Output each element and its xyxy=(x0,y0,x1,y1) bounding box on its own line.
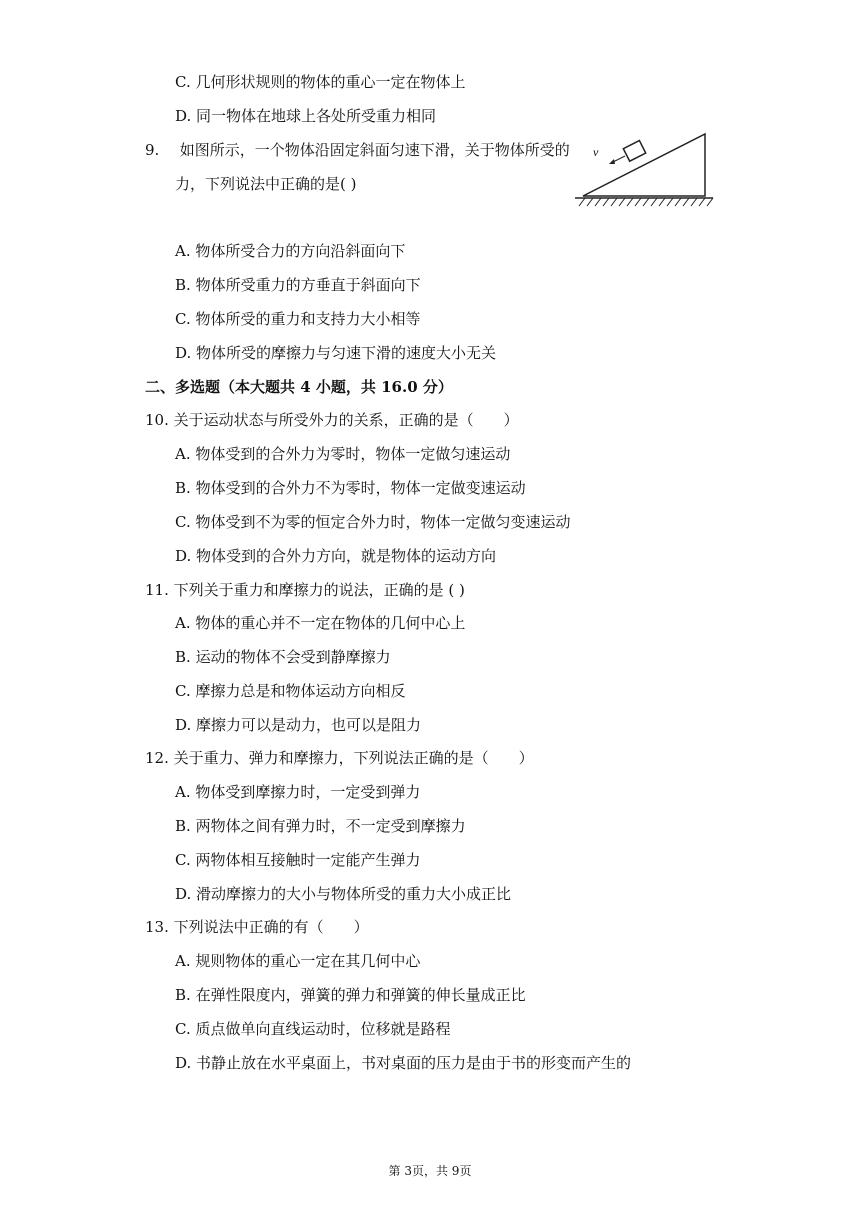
option-text: 质点做单向直线运动时，位移就是路程 xyxy=(195,1020,451,1038)
option-text: 物体受到的合外力为零时，物体一定做匀速运动 xyxy=(195,445,511,463)
option-text: 物体受到不为零的恒定合外力时，物体一定做匀变速运动 xyxy=(195,513,571,531)
option-label: D. xyxy=(175,547,192,565)
question-number: 11. xyxy=(145,581,169,599)
velocity-label: v xyxy=(593,145,599,159)
option-label: C. xyxy=(175,310,191,328)
option-text: 运动的物体不会受到静摩擦力 xyxy=(195,648,391,666)
option-text: 同一物体在地球上各处所受重力相同 xyxy=(196,107,437,125)
question-number: 12. xyxy=(145,749,169,767)
q11-stem xyxy=(145,580,465,600)
option-text: 两物体之间有弹力时，不一定受到摩擦力 xyxy=(195,817,466,835)
question-stem: 关于运动状态与所受外力的关系，正确的是（ ） xyxy=(173,411,519,429)
option-label: D. xyxy=(175,716,192,734)
q11-option-b xyxy=(175,647,391,667)
option-text: 摩擦力总是和物体运动方向相反 xyxy=(195,682,406,700)
q9-option-b xyxy=(175,275,421,295)
option-label: A. xyxy=(175,952,191,970)
option-label: C. xyxy=(175,682,191,700)
velocity-arrowhead xyxy=(609,159,615,164)
ground-hatching xyxy=(579,198,713,206)
q12-stem xyxy=(145,748,534,768)
option-text: 物体受到的合外力不为零时，物体一定做变速运动 xyxy=(195,479,526,497)
q13-option-a xyxy=(175,951,420,971)
incline-triangle xyxy=(583,134,705,196)
option-label: C. xyxy=(175,513,191,531)
question-stem: 下列说法中正确的有（ ） xyxy=(173,918,369,936)
option-text: 物体受到的合外力方向，就是物体的运动方向 xyxy=(196,547,497,565)
q12-option-c xyxy=(175,850,421,870)
q8-option-c xyxy=(175,72,466,92)
option-text: 规则物体的重心一定在其几何中心 xyxy=(195,952,421,970)
option-text: 几何形状规则的物体的重心一定在物体上 xyxy=(195,73,466,91)
option-label: B. xyxy=(175,817,191,835)
q13-stem xyxy=(145,917,369,937)
q13-option-c xyxy=(175,1019,451,1039)
option-label: C. xyxy=(175,1020,191,1038)
option-text: 在弹性限度内，弹簧的弹力和弹簧的伸长量成正比 xyxy=(195,986,526,1004)
option-text: 物体的重心并不一定在物体的几何中心上 xyxy=(195,614,466,632)
option-label: A. xyxy=(175,614,191,632)
option-label: B. xyxy=(175,479,191,497)
option-text: 物体受到摩擦力时，一定受到弹力 xyxy=(195,783,421,801)
q9-option-d xyxy=(175,343,496,363)
page-footer: 第 3页，共 9页 xyxy=(388,1164,472,1178)
q12-option-a xyxy=(175,782,420,802)
option-label: B. xyxy=(175,276,191,294)
question-stem: 下列关于重力和摩擦力的说法，正确的是 ( ) xyxy=(173,581,465,599)
option-label: B. xyxy=(175,648,191,666)
q10-option-c xyxy=(175,512,571,532)
option-label: B. xyxy=(175,986,191,1004)
option-label: D. xyxy=(175,107,192,125)
option-text: 摩擦力可以是动力，也可以是阻力 xyxy=(196,716,422,734)
q11-option-c xyxy=(175,681,406,701)
q9-option-c xyxy=(175,309,421,329)
option-text: 书静止放在水平桌面上，书对桌面的压力是由于书的形变而产生的 xyxy=(196,1054,632,1072)
question-stem: 关于重力、弹力和摩擦力，下列说法正确的是（ ） xyxy=(173,749,534,767)
option-label: A. xyxy=(175,445,191,463)
q9-option-a xyxy=(175,241,405,261)
option-label: A. xyxy=(175,242,191,260)
question-number: 10. xyxy=(145,411,169,429)
q10-option-b xyxy=(175,478,526,498)
option-label: C. xyxy=(175,73,191,91)
option-text: 物体所受重力的方垂直于斜面向下 xyxy=(195,276,421,294)
option-label: D. xyxy=(175,1054,192,1072)
q10-option-d xyxy=(175,546,496,566)
option-label: A. xyxy=(175,783,191,801)
inclined-plane-figure xyxy=(575,128,715,210)
option-text: 滑动摩擦力的大小与物体所受的重力大小成正比 xyxy=(196,885,512,903)
q10-option-a xyxy=(175,444,510,464)
q9-stem-line2: 力，下列说法中正确的是( ) xyxy=(175,175,357,193)
q11-option-d xyxy=(175,715,421,735)
q12-option-d xyxy=(175,884,511,904)
option-label: C. xyxy=(175,851,191,869)
section-title: 二、多选题（本大题共 4 小题，共 16.0 分） xyxy=(145,378,453,396)
option-text: 物体所受合力的方向沿斜面向下 xyxy=(195,242,406,260)
question-number: 9. xyxy=(145,141,160,159)
sliding-block xyxy=(623,141,645,162)
q13-option-b xyxy=(175,985,526,1005)
option-label: D. xyxy=(175,885,192,903)
q10-stem xyxy=(145,410,519,430)
question-stem-line1: 如图所示，一个物体沿固定斜面匀速下滑，关于物体所受的 xyxy=(179,141,570,159)
question-number: 13. xyxy=(145,918,169,936)
option-label: D. xyxy=(175,344,192,362)
option-text: 物体所受的摩擦力与匀速下滑的速度大小无关 xyxy=(196,344,497,362)
q12-option-b xyxy=(175,816,466,836)
q8-option-d xyxy=(175,106,436,126)
option-text: 物体所受的重力和支持力大小相等 xyxy=(195,310,421,328)
q9-stem xyxy=(145,140,570,160)
q11-option-a xyxy=(175,613,465,633)
q13-option-d xyxy=(175,1053,631,1073)
option-text: 两物体相互接触时一定能产生弹力 xyxy=(195,851,421,869)
